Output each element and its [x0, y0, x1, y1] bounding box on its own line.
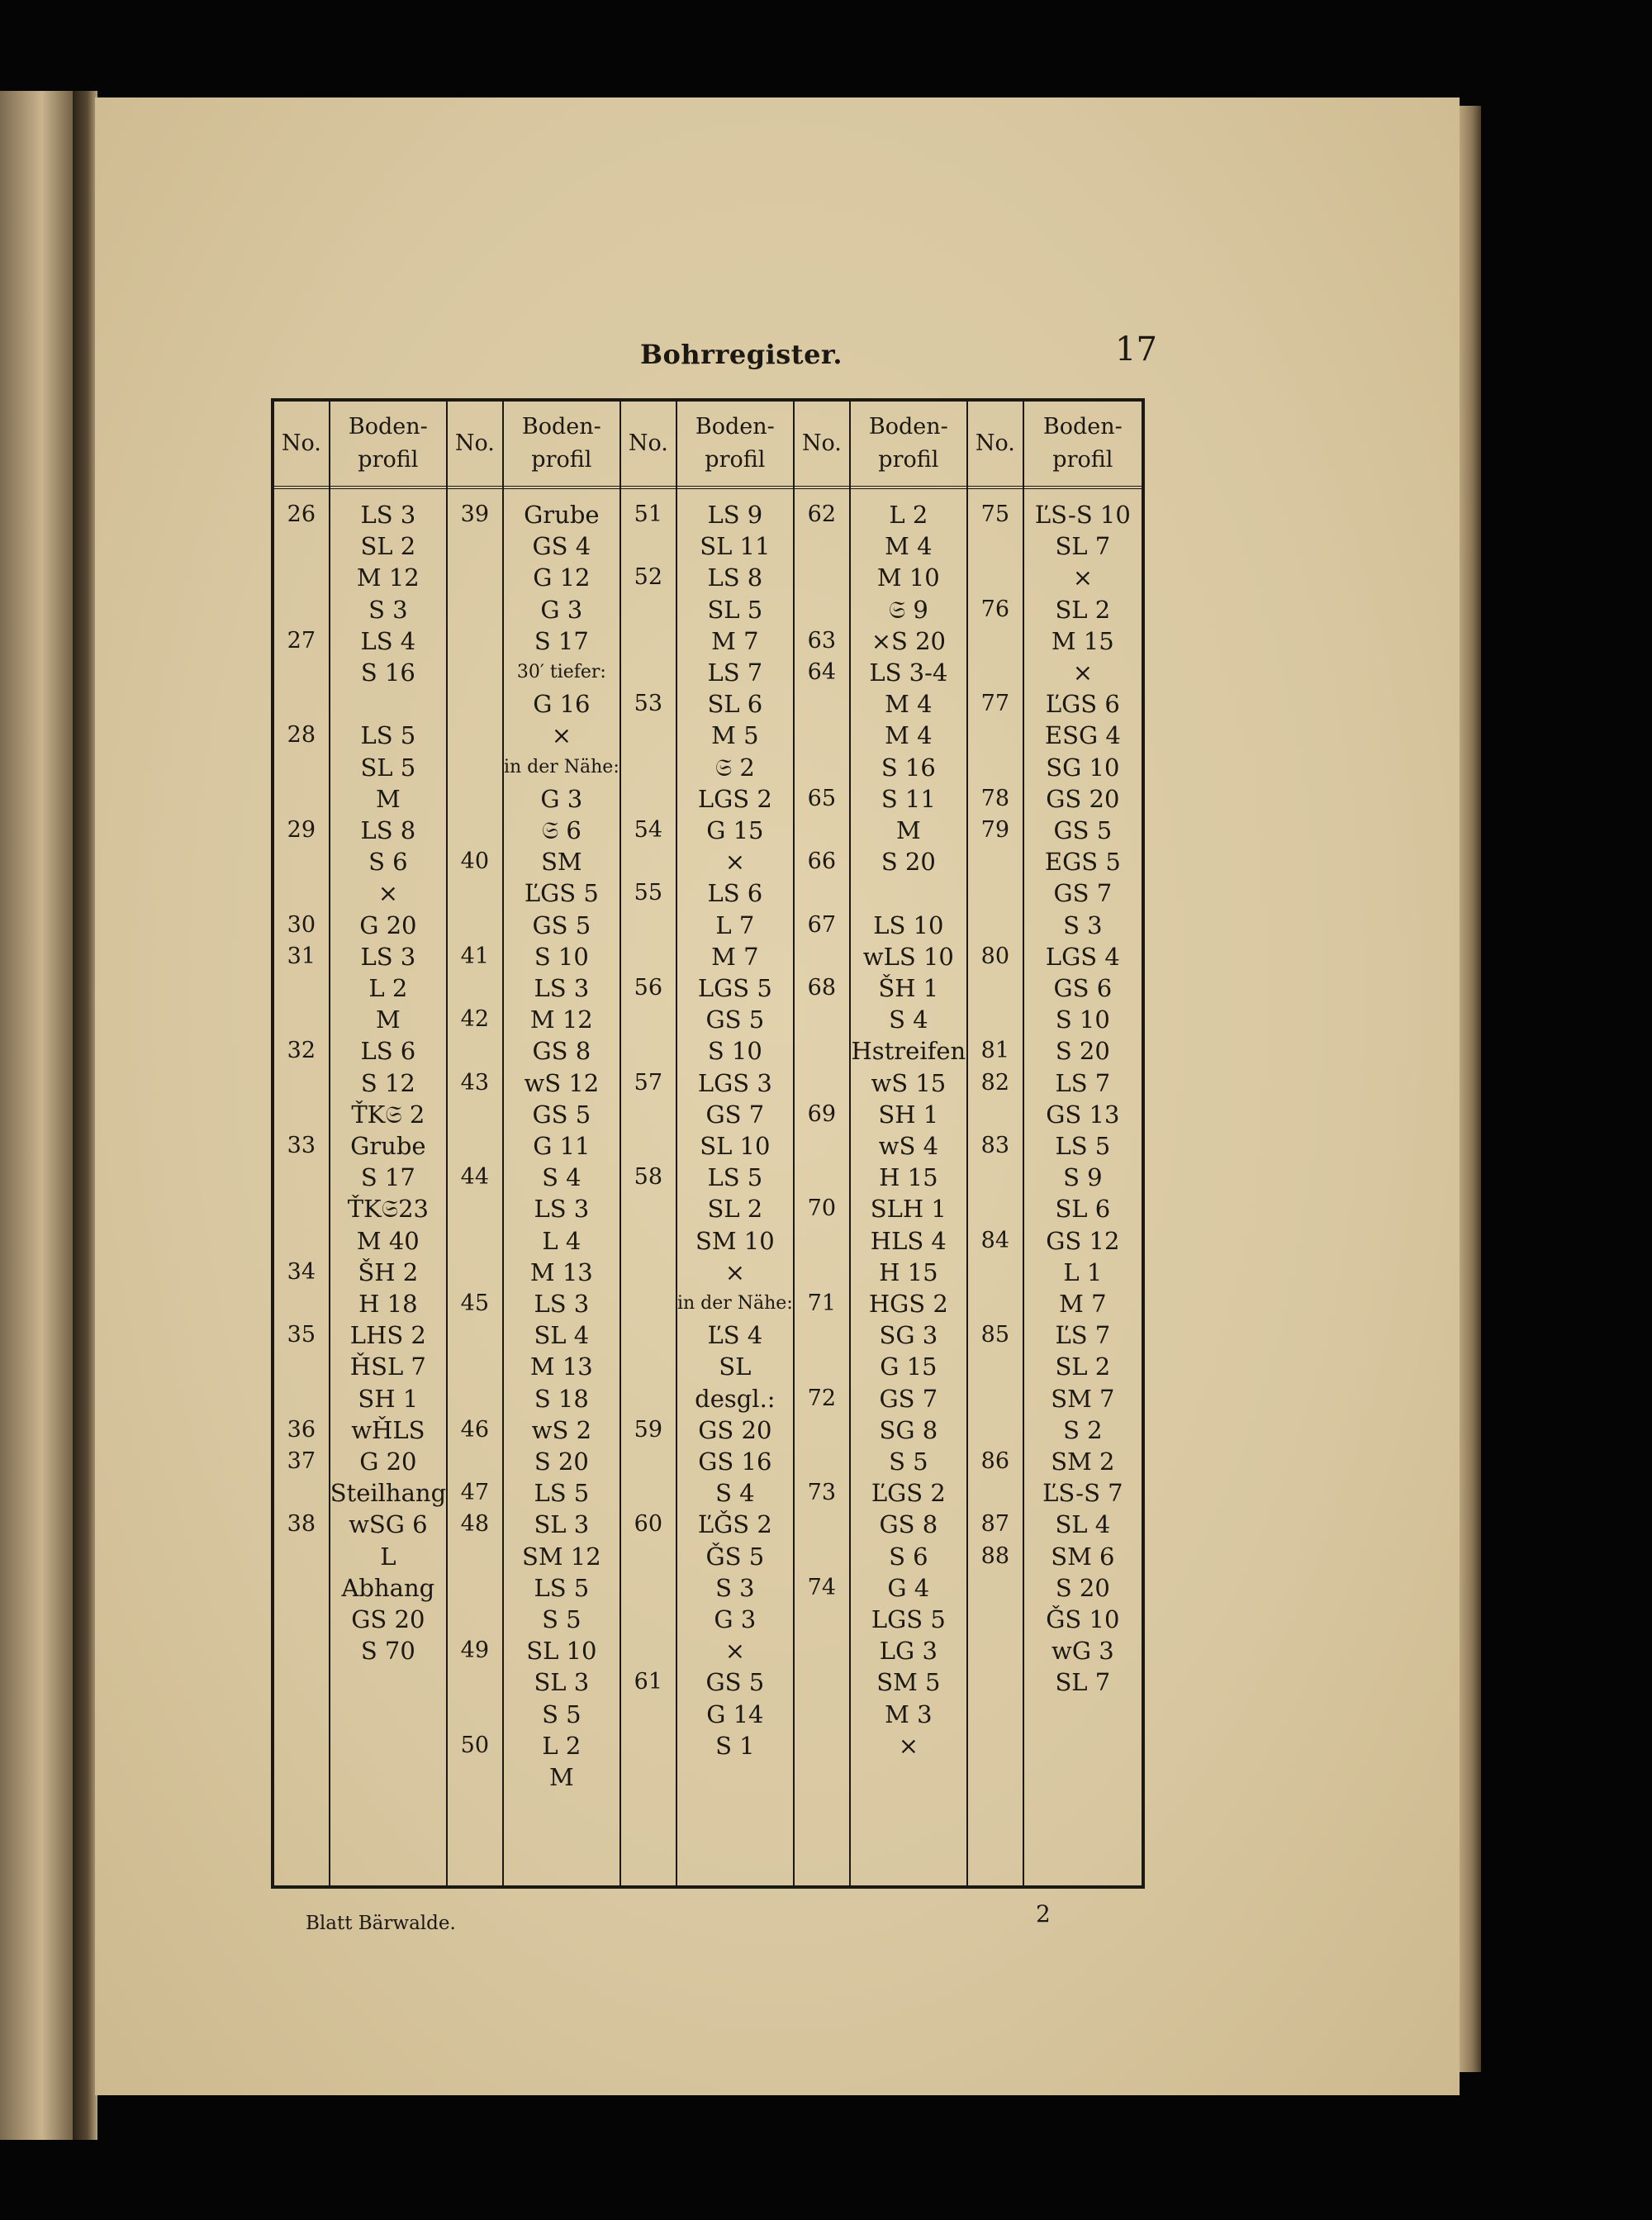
facing-page-edge [0, 91, 76, 2140]
bore-number: 78 [980, 785, 1010, 811]
profile-entry: SL 10 [700, 1132, 771, 1160]
profile-entry: GS 6 [1053, 974, 1113, 1002]
profile-entry: LS 8 [360, 816, 416, 844]
profile-column-body [677, 489, 793, 1885]
signature-mark: 2 [1036, 1900, 1051, 1928]
profile-entry: LS 3 [534, 1195, 590, 1224]
bore-number: 62 [807, 502, 837, 527]
number-column-body [968, 489, 1023, 1885]
bore-number: 65 [807, 785, 837, 811]
profile-entry: LS 6 [707, 879, 763, 908]
bore-number: 81 [980, 1038, 1010, 1064]
profile-entry: × [724, 848, 745, 877]
profile-entry: HGS 2 [868, 1290, 948, 1318]
profile-entry: S 2 [1063, 1415, 1103, 1444]
bore-number: 87 [980, 1511, 1010, 1538]
profile-entry: SLH 1 [870, 1195, 947, 1224]
bore-number: 70 [807, 1196, 837, 1222]
profile-entry: SL 5 [360, 753, 416, 782]
profile-entry: ǦS 10 [1046, 1605, 1120, 1633]
profile-entry: SL 5 [707, 595, 763, 624]
profile-entry: wS 15 [871, 1068, 947, 1097]
profile-column-body [851, 489, 966, 1885]
profile-entry: M 13 [529, 1352, 593, 1381]
number-column-body [795, 489, 849, 1885]
profile-entry: in der Nähe: [676, 1293, 793, 1314]
profile-entry: × [898, 1731, 919, 1760]
number-column [274, 402, 330, 1885]
profile-entry: SL 4 [534, 1321, 590, 1350]
profile-entry: G 15 [706, 816, 764, 844]
profile-entry: EGS 5 [1044, 848, 1121, 877]
profile-column-body [330, 489, 446, 1885]
profile-entry: LS 5 [534, 1573, 590, 1602]
profile-entry: LGS 3 [697, 1068, 772, 1097]
sheet-name: Blatt Bärwalde. [306, 1913, 456, 1934]
profile-entry: SL 11 [700, 532, 771, 561]
profile-entry: SG 3 [879, 1321, 938, 1350]
profile-entry: L 2 [542, 1731, 582, 1760]
bore-number: 77 [980, 691, 1010, 717]
profile-entry: SL 4 [1055, 1510, 1111, 1539]
bore-number: 48 [460, 1511, 490, 1538]
profile-entry: S 1 [715, 1731, 755, 1760]
profile-column [677, 402, 795, 1885]
column-header-no: No. [621, 402, 676, 489]
profile-entry: S 4 [715, 1479, 755, 1508]
profile-entry: SM 2 [1051, 1448, 1115, 1476]
profile-entry: S 4 [542, 1163, 582, 1192]
profile-entry: SL 2 [1055, 1352, 1111, 1381]
number-column-body [448, 489, 502, 1885]
column-header-profile: Boden- profil [1024, 402, 1142, 489]
page-number: 17 [1115, 330, 1157, 368]
column-header-profile: Boden- profil [504, 402, 620, 489]
bore-number: 38 [287, 1511, 316, 1538]
bore-number: 63 [807, 627, 837, 654]
profile-entry: G 3 [540, 784, 583, 813]
bore-number: 80 [980, 943, 1010, 969]
profile-entry: GS 5 [1053, 816, 1113, 844]
bore-number: 58 [634, 1164, 663, 1191]
profile-entry: S 3 [715, 1573, 755, 1602]
profile-entry: ESG 4 [1044, 721, 1121, 750]
page-stack-edge [1460, 106, 1481, 2072]
bore-number: 30 [287, 911, 316, 938]
profile-entry: S 70 [360, 1637, 415, 1666]
profile-entry: LS 7 [707, 658, 763, 687]
profile-entry: LGS 5 [697, 974, 772, 1002]
profile-entry: M [375, 784, 401, 813]
profile-entry: L [380, 1542, 396, 1571]
bore-number: 61 [634, 1669, 663, 1695]
profile-entry: L 2 [889, 501, 928, 529]
profile-entry: wȞLS [351, 1415, 425, 1444]
bore-number: 72 [807, 1385, 837, 1411]
profile-column [1024, 402, 1142, 1885]
profile-entry: GS 5 [705, 1668, 765, 1697]
profile-entry: 𝔖 2 [714, 753, 755, 782]
profile-entry: LS 5 [534, 1479, 590, 1508]
profile-entry: GS 4 [532, 532, 591, 561]
profile-entry: GS 7 [1053, 879, 1113, 908]
profile-entry: SL 3 [534, 1668, 590, 1697]
bore-number: 59 [634, 1416, 663, 1443]
profile-entry: M [375, 1005, 401, 1034]
profile-entry: wLS 10 [862, 942, 954, 971]
profile-entry: SM 7 [1051, 1384, 1115, 1413]
bore-number: 29 [287, 817, 316, 843]
profile-entry: GS 5 [532, 1100, 591, 1129]
column-header-no: No. [968, 402, 1023, 489]
number-column-body [274, 489, 329, 1885]
bore-number: 45 [460, 1291, 490, 1316]
profile-entry: 𝔖 6 [541, 816, 582, 844]
number-column [795, 402, 851, 1885]
profile-entry: ĽGS 2 [871, 1479, 946, 1508]
profile-entry: ŠH 1 [878, 974, 939, 1002]
profile-entry: GS 12 [1046, 1226, 1120, 1255]
profile-entry: LS 3 [534, 974, 590, 1002]
profile-entry: GS 7 [705, 1100, 765, 1129]
profile-entry: LS 3 [534, 1290, 590, 1318]
bore-number: 49 [460, 1638, 490, 1664]
profile-entry: M 13 [529, 1257, 593, 1286]
profile-entry: GS 7 [879, 1384, 938, 1413]
profile-entry: M [548, 1763, 574, 1791]
profile-entry: SL 2 [707, 1195, 763, 1224]
bore-number: 60 [634, 1511, 663, 1538]
profile-entry: LS 9 [707, 501, 763, 529]
profile-entry: ĽS-S 10 [1034, 501, 1131, 529]
profile-column-body [1024, 489, 1142, 1885]
bore-number: 64 [807, 659, 837, 685]
profile-entry: SH 1 [358, 1384, 419, 1413]
profile-entry: Grube [350, 1132, 426, 1160]
profile-entry: S 20 [881, 848, 936, 877]
profile-entry: H 15 [879, 1163, 938, 1192]
bore-number: 47 [460, 1480, 490, 1506]
page-title: Bohrregister. [640, 339, 843, 370]
profile-entry: LS 5 [360, 721, 416, 750]
column-header-profile: Boden- profil [330, 402, 446, 489]
bore-number: 83 [980, 1133, 1010, 1158]
profile-entry: LS 5 [707, 1163, 763, 1192]
profile-entry: × [377, 879, 398, 908]
profile-column [851, 402, 968, 1885]
profile-entry: LS 7 [1055, 1068, 1111, 1097]
column-header-no: No. [274, 402, 329, 489]
number-column [968, 402, 1024, 1885]
profile-entry: M 4 [885, 532, 933, 561]
profile-entry: LS 3 [360, 501, 416, 529]
profile-entry: SM 6 [1051, 1542, 1115, 1571]
bore-number: 73 [807, 1480, 837, 1506]
profile-entry: wS 2 [531, 1415, 592, 1444]
profile-entry: LS 5 [1055, 1132, 1111, 1160]
profile-entry: G 20 [359, 1448, 417, 1476]
profile-entry: × [551, 721, 572, 750]
profile-column-body [504, 489, 620, 1885]
profile-entry: Grube [524, 501, 600, 529]
profile-entry: GS 20 [1046, 784, 1120, 813]
profile-entry: ȞSL 7 [349, 1352, 426, 1381]
profile-column [504, 402, 621, 1885]
profile-entry: LG 3 [879, 1637, 938, 1666]
profile-entry: S 17 [360, 1163, 415, 1192]
bore-number: 74 [807, 1574, 837, 1600]
profile-entry: G 4 [887, 1573, 930, 1602]
profile-entry: L 4 [542, 1226, 582, 1255]
profile-entry: ǦS 5 [705, 1542, 765, 1571]
profile-entry: M 15 [1051, 626, 1114, 655]
profile-entry: M 4 [885, 721, 933, 750]
profile-entry: S 11 [881, 784, 936, 813]
bore-number: 71 [807, 1291, 837, 1316]
profile-entry: M 5 [711, 721, 759, 750]
profile-entry: wSG 6 [349, 1510, 428, 1539]
profile-entry: ĽS 4 [707, 1321, 763, 1350]
profile-entry: SL 6 [707, 690, 763, 719]
book-gutter [73, 91, 97, 2140]
profile-entry: × [1072, 658, 1093, 687]
profile-entry: SM [541, 848, 582, 877]
profile-entry: M 3 [885, 1699, 933, 1728]
profile-entry: ŤK𝔖23 [347, 1195, 429, 1224]
profile-entry: GS 20 [351, 1605, 425, 1633]
bore-number: 67 [807, 911, 837, 938]
profile-entry: M 12 [356, 563, 420, 592]
column-header-profile: Boden- profil [677, 402, 793, 489]
bore-number: 28 [287, 722, 316, 749]
profile-entry: ŤK𝔖 2 [351, 1100, 425, 1129]
bore-number: 33 [287, 1133, 316, 1158]
profile-entry: LS 3 [360, 942, 416, 971]
profile-entry: G 12 [533, 563, 591, 592]
profile-entry: × [1072, 563, 1093, 592]
profile-entry: SL 3 [534, 1510, 590, 1539]
profile-entry: ĽGS 6 [1045, 690, 1120, 719]
bore-number: 52 [634, 564, 663, 591]
profile-entry: wS 12 [524, 1068, 600, 1097]
profile-entry: S 16 [360, 658, 415, 687]
profile-entry: in der Nähe: [503, 756, 620, 777]
profile-entry: SM 5 [876, 1668, 941, 1697]
profile-entry: SG 8 [879, 1415, 938, 1444]
bore-number: 44 [460, 1164, 490, 1191]
profile-entry: 30′ tiefer: [516, 662, 606, 682]
bore-number: 53 [634, 691, 663, 717]
profile-entry: G 16 [533, 690, 591, 719]
profile-entry: S 17 [534, 626, 589, 655]
profile-entry: M 7 [1059, 1290, 1107, 1318]
profile-entry: SM 12 [522, 1542, 601, 1571]
bore-number: 54 [634, 817, 663, 843]
profile-entry: SL 6 [1055, 1195, 1111, 1224]
profile-entry: SL 2 [360, 532, 416, 561]
profile-entry: LS 10 [873, 910, 944, 939]
profile-entry: L 1 [1063, 1257, 1103, 1286]
profile-entry: LGS 2 [697, 784, 772, 813]
bore-number: 36 [287, 1416, 316, 1443]
profile-entry: wS 4 [878, 1132, 939, 1160]
profile-entry: S 5 [889, 1448, 928, 1476]
profile-entry: S 3 [1063, 910, 1103, 939]
profile-entry: × [724, 1257, 745, 1286]
profile-entry: M 10 [876, 563, 940, 592]
profile-entry: S 5 [542, 1699, 582, 1728]
bore-number: 88 [980, 1543, 1010, 1569]
profile-entry: S 6 [889, 1542, 928, 1571]
profile-entry: SL 7 [1055, 532, 1111, 561]
profile-entry: S 20 [534, 1448, 589, 1476]
profile-entry: LS 4 [360, 626, 416, 655]
number-column-body [621, 489, 676, 1885]
bore-number: 31 [287, 943, 316, 969]
bore-number: 34 [287, 1258, 316, 1285]
profile-entry: LGS 5 [871, 1605, 946, 1633]
profile-entry: S 3 [368, 595, 408, 624]
bore-number: 66 [807, 849, 837, 875]
profile-entry: SG 10 [1046, 753, 1120, 782]
profile-entry: G 3 [714, 1605, 757, 1633]
profile-entry: S 5 [542, 1605, 582, 1633]
profile-entry: × [724, 1637, 745, 1666]
profile-entry: S 18 [534, 1384, 589, 1413]
bore-number: 86 [980, 1448, 1010, 1474]
bore-number: 82 [980, 1069, 1010, 1096]
bore-number: 57 [634, 1069, 663, 1096]
profile-entry: GS 5 [532, 910, 591, 939]
profile-column [330, 402, 448, 1885]
profile-entry: S 9 [1063, 1163, 1103, 1192]
profile-entry: GS 8 [532, 1037, 591, 1066]
profile-entry: Steilhang [330, 1479, 447, 1508]
profile-entry: S 6 [368, 848, 408, 877]
profile-entry: G 3 [540, 595, 583, 624]
profile-entry: SL 2 [1055, 595, 1111, 624]
profile-entry: S 10 [1055, 1005, 1110, 1034]
profile-entry: wG 3 [1051, 1637, 1114, 1666]
column-header-no: No. [795, 402, 849, 489]
profile-entry: GS 13 [1046, 1100, 1120, 1129]
column-header-no: No. [448, 402, 502, 489]
profile-entry: S 10 [534, 942, 589, 971]
profile-entry: GS 5 [705, 1005, 765, 1034]
bore-number: 40 [460, 849, 490, 875]
bore-number: 68 [807, 975, 837, 1001]
bore-number: 46 [460, 1416, 490, 1443]
profile-entry: SM 10 [695, 1226, 775, 1255]
bore-number: 41 [460, 943, 490, 969]
bore-number: 69 [807, 1100, 837, 1127]
profile-entry: G 11 [533, 1132, 591, 1160]
bore-number: 39 [460, 502, 490, 527]
bore-number: 27 [287, 627, 316, 654]
bore-number: 79 [980, 817, 1010, 843]
profile-entry: S 4 [889, 1005, 928, 1034]
bore-number: 51 [634, 502, 663, 527]
profile-entry: M 7 [711, 942, 759, 971]
profile-entry: GS 20 [698, 1415, 772, 1444]
profile-entry: M 12 [529, 1005, 593, 1034]
profile-entry: L 2 [368, 974, 408, 1002]
profile-entry: M 40 [356, 1226, 420, 1255]
bore-number: 37 [287, 1448, 316, 1474]
bore-number: 43 [460, 1069, 490, 1096]
profile-entry: L 7 [715, 910, 755, 939]
bore-number: 26 [287, 502, 316, 527]
profile-entry: HLS 4 [870, 1226, 947, 1255]
profile-entry: M 7 [711, 626, 759, 655]
bore-number: 76 [980, 596, 1010, 622]
column-header-profile: Boden- profil [851, 402, 966, 489]
profile-entry: LS 6 [360, 1037, 416, 1066]
number-column [448, 402, 504, 1885]
bore-number: 42 [460, 1006, 490, 1033]
bore-number: 55 [634, 880, 663, 906]
bore-number: 85 [980, 1322, 1010, 1348]
bore-number: 50 [460, 1732, 490, 1758]
profile-entry: H 15 [879, 1257, 938, 1286]
profile-entry: H 18 [358, 1290, 418, 1318]
profile-entry: S 12 [360, 1068, 415, 1097]
profile-entry: M 4 [885, 690, 933, 719]
profile-entry: ĽS 7 [1055, 1321, 1111, 1350]
profile-entry: S 20 [1055, 1037, 1110, 1066]
profile-entry: G 14 [706, 1699, 764, 1728]
bore-number: 35 [287, 1322, 316, 1348]
profile-entry: ŠH 2 [358, 1257, 419, 1286]
profile-entry: LGS 4 [1045, 942, 1120, 971]
profile-entry: SL 7 [1055, 1668, 1111, 1697]
profile-entry: LHS 2 [349, 1321, 426, 1350]
profile-entry: GS 8 [879, 1510, 938, 1539]
bohrregister-table [271, 398, 1145, 1889]
profile-entry: Hstreifen [851, 1037, 966, 1066]
bore-number: 84 [980, 1227, 1010, 1253]
profile-entry: ĽǦS 2 [697, 1510, 772, 1539]
profile-entry: LS 8 [707, 563, 763, 592]
profile-entry: LS 3-4 [869, 658, 948, 687]
profile-entry: 𝔖 9 [888, 595, 928, 624]
profile-entry: SH 1 [878, 1100, 939, 1129]
profile-entry: SL [719, 1352, 752, 1381]
profile-entry: ×S 20 [871, 626, 946, 655]
profile-entry: S 16 [881, 753, 936, 782]
profile-entry: S 20 [1055, 1573, 1110, 1602]
profile-entry: G 15 [880, 1352, 938, 1381]
bore-number: 75 [980, 502, 1010, 527]
number-column [621, 402, 677, 1885]
profile-entry: S 10 [707, 1037, 762, 1066]
profile-entry: G 20 [359, 910, 417, 939]
profile-entry: ĽS-S 7 [1042, 1479, 1123, 1508]
profile-entry: Abhang [341, 1573, 435, 1602]
profile-entry: GS 16 [698, 1448, 772, 1476]
profile-entry: desgl.: [695, 1384, 776, 1413]
bore-number: 32 [287, 1038, 316, 1064]
bore-number: 56 [634, 975, 663, 1001]
profile-entry: M [895, 816, 921, 844]
profile-entry: SL 10 [526, 1637, 597, 1666]
profile-entry: ĽGS 5 [524, 879, 599, 908]
